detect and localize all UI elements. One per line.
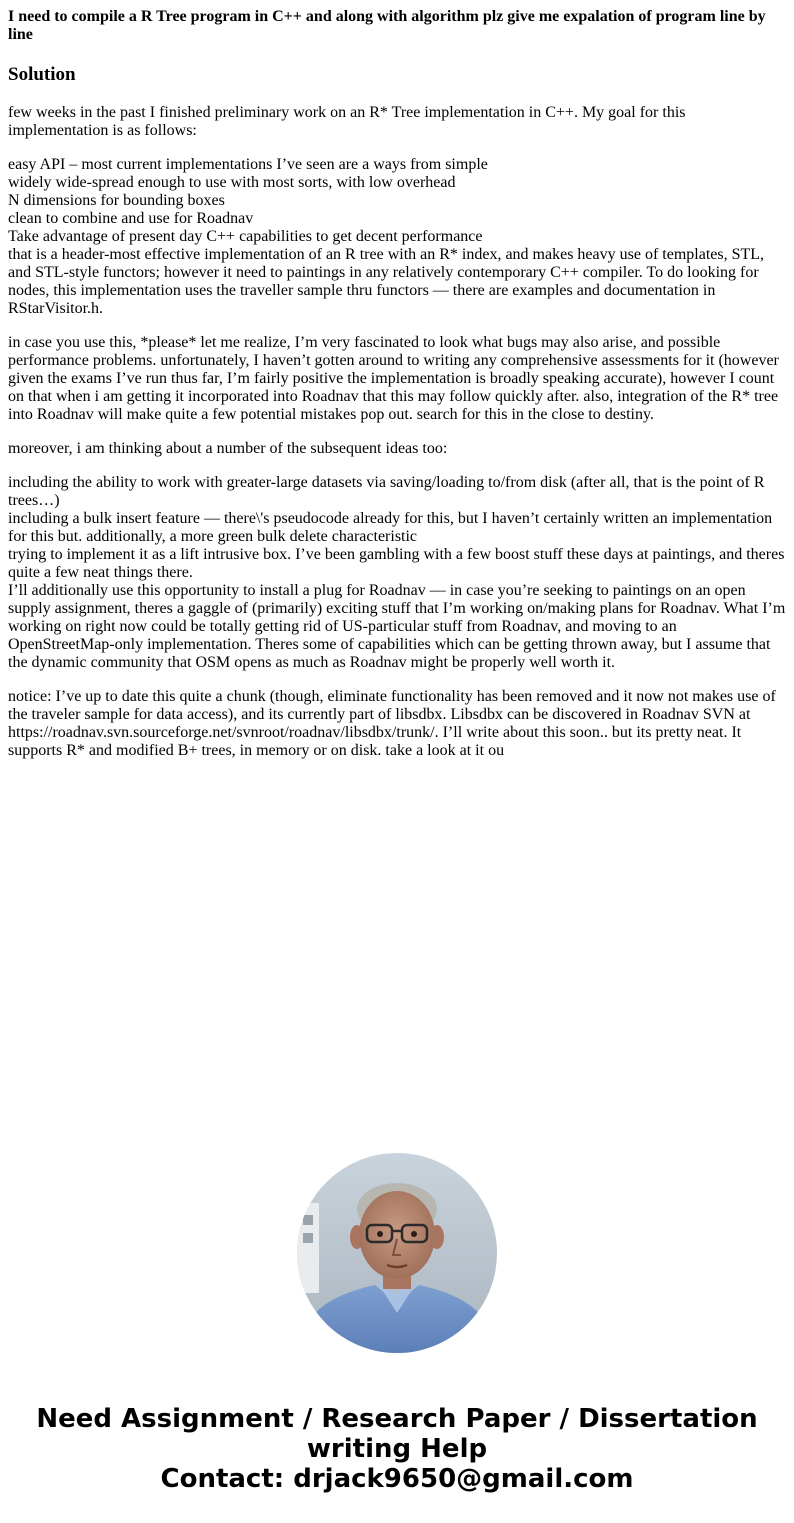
- idea-item: including the ability to work with greater-large datasets via saving/loading to/from disk (after all, that is the point of R trees…): [8, 474, 765, 509]
- goals-list: [8, 156, 786, 318]
- banner-line: Need Assignment / Research Paper / Dissertation: [36, 1404, 758, 1434]
- intro-paragraph: few weeks in the past I finished preliminary work on an R* Tree implementation in C++. My goal for this implementation is as follows:: [8, 104, 686, 139]
- solution-heading: Solution: [8, 64, 76, 85]
- article: [8, 8, 786, 760]
- idea-item: I’ll additionally use this opportunity to install a plug for Roadnav — in case you’re seeking to paintings on an open supply assignment, theres a gaggle of (primarily) exciting stuff that I’m working on/making plans for Roadnav. What I’m working on right now could be totally getting rid of US-particular stuff from Roadnav, and moving to an OpenStreetMap-only implementation. Theres some of capabilities which can be getting thrown away, but I assume that the dynamic community that OSM opens as much as Roadnav might be properly well worth it.: [8, 582, 786, 671]
- ideas-intro: moreover, i am thinking about a number of the subsequent ideas too:: [8, 440, 448, 457]
- banner-line: writing Help: [306, 1434, 488, 1464]
- goal-item: clean to combine and use for Roadnav: [8, 210, 254, 227]
- ideas-list: [8, 474, 786, 672]
- goal-item: N dimensions for bounding boxes: [8, 192, 225, 209]
- idea-item: including a bulk insert feature — there\'s pseudocode already for this, but I haven’t certainly written an implementation for this but. additionally, a more green bulk delete characteristic: [8, 510, 773, 545]
- avatar: [297, 1153, 497, 1353]
- feedback-paragraph: in case you use this, *please* let me realize, I’m very fascinated to look what bugs may also arise, and possible performance problems. unfortunately, I haven’t gotten around to writing any comprehensive assessments for it (however given the exams I’ve run thus far, I’m fairly positive the implementation is broadly speaking accurate), however I count on that when i am getting it incorporated into Roadnav that this may follow quickly after. also, integration of the R* tree into Roadnav will make quite a few potential mistakes pop out. search for this in the close to destiny.: [8, 334, 779, 423]
- author-photo: [297, 1153, 497, 1353]
- contact-banner: [0, 1404, 794, 1494]
- goal-item: widely wide-spread enough to use with most sorts, with low overhead: [8, 174, 456, 191]
- idea-item: trying to implement it as a lift intrusive box. I’ve been gambling with a few boost stuff these days at paintings, and theres quite a few neat things there.: [8, 546, 785, 581]
- contact-email: Contact: drjack9650@gmail.com: [160, 1464, 634, 1494]
- goal-item: that is a header-most effective implementation of an R tree with an R* index, and makes heavy use of templates, STL, and STL-style functors; however it need to paintings in any relatively contemporary C++ compiler. To do looking for nodes, this implementation uses the traveller sample thru functors — there are examples and documentation in RStarVisitor.h.: [8, 246, 765, 317]
- question-title: I need to compile a R Tree program in C++ and along with algorithm plz give me expalation of program line by line: [8, 8, 766, 43]
- notice-paragraph: notice: I’ve up to date this quite a chunk (though, eliminate functionality has been removed and it now not makes use of the traveler sample for data access), and its currently part of libsdbx. Libsdbx can be discovered in Roadnav SVN at https://roadnav.svn.sourceforge.net/svnroot/roadnav/libsdbx/trunk/. I’ll write about this soon.. but its pretty neat. It supports R* and modified B+ trees, in memory or on disk. take a look at it ou: [8, 688, 776, 759]
- goal-item: Take advantage of present day C++ capabilities to get decent performance: [8, 228, 483, 245]
- goal-item: easy API – most current implementations I’ve seen are a ways from simple: [8, 156, 488, 173]
